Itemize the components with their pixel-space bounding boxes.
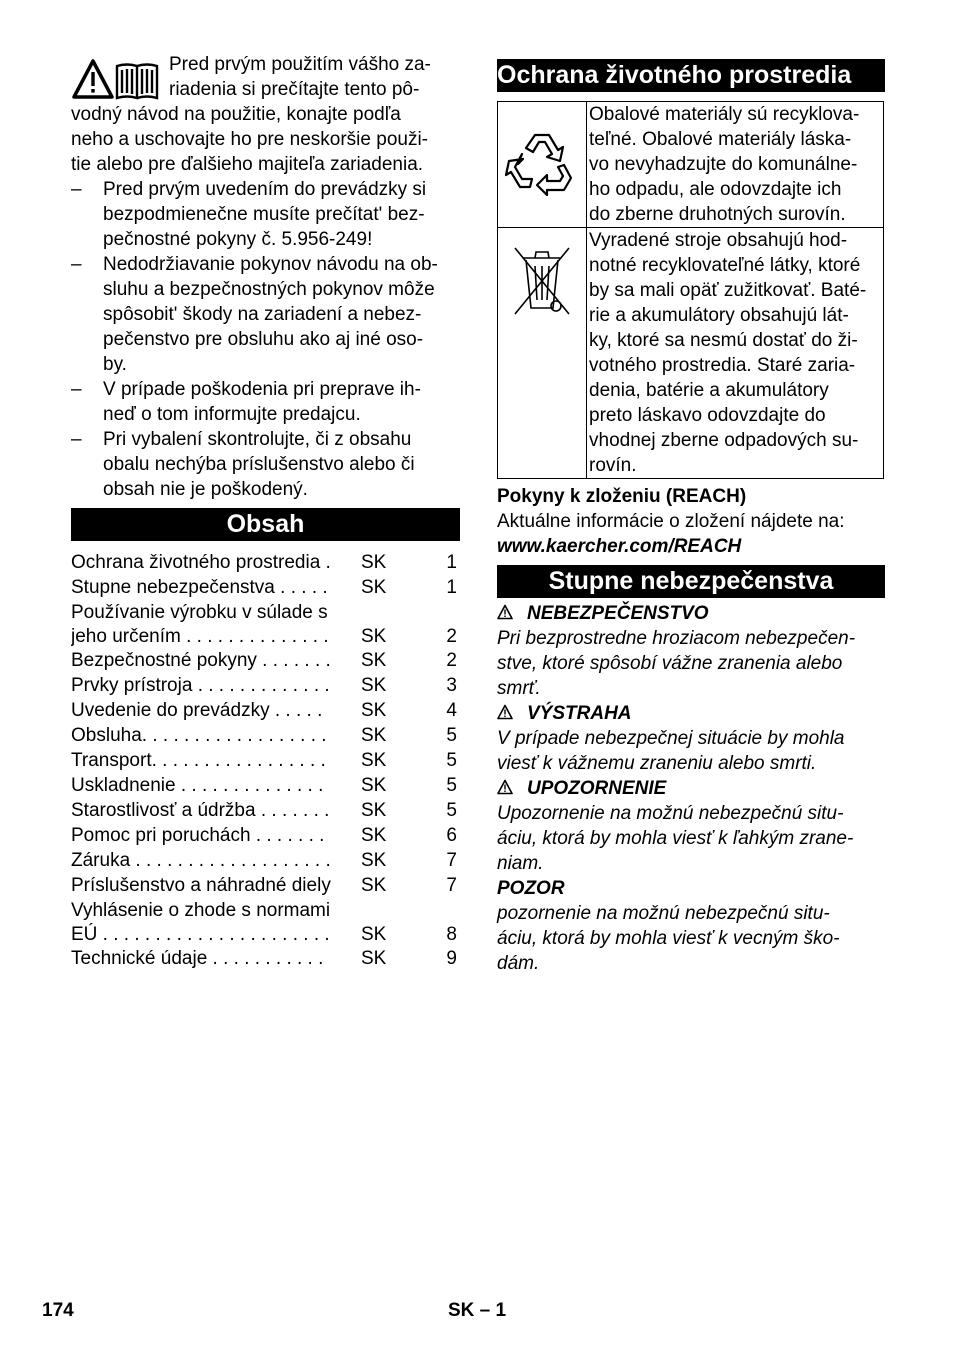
toc-page: 5 bbox=[446, 750, 457, 771]
toc-row[interactable] bbox=[71, 648, 461, 673]
toc-heading: Obsah bbox=[71, 508, 460, 541]
toc-label: Pomoc pri poruchách . . . . . . . bbox=[71, 825, 325, 846]
toc-page: 7 bbox=[446, 875, 457, 896]
intro-block bbox=[71, 52, 461, 177]
toc-lang: SK bbox=[361, 725, 387, 746]
toc-label: Prvky prístroja . . . . . . . . . . . . . bbox=[71, 675, 330, 696]
toc-page: 5 bbox=[446, 800, 457, 821]
bullet-item bbox=[71, 377, 461, 427]
env-line: preto láskavo odovzdajte do bbox=[589, 405, 826, 426]
env-line: vo nevyhadzujte do komunálne- bbox=[589, 154, 858, 175]
toc-label-line1: Vyhlásenie o zhode s normami bbox=[71, 900, 331, 921]
toc-lang: SK bbox=[361, 750, 387, 771]
toc-label: Stupne nebezpečenstva . . . . . bbox=[71, 577, 328, 598]
warning-icon bbox=[497, 779, 513, 795]
toc-page: 7 bbox=[446, 850, 457, 871]
toc-lang: SK bbox=[361, 850, 387, 871]
toc-row[interactable] bbox=[71, 946, 461, 971]
env-line: do zberne druhotných surovín. bbox=[589, 204, 846, 225]
toc-lang: SK bbox=[361, 577, 387, 598]
toc-row[interactable] bbox=[71, 798, 461, 823]
environment-text bbox=[587, 102, 884, 228]
environment-table bbox=[497, 101, 884, 479]
toc-label: Technické údaje . . . . . . . . . . . bbox=[71, 948, 324, 969]
hazard-line: pozornenie na možnú nebezpečnú situ- bbox=[497, 903, 830, 924]
bullet-line: Nedodržiavanie pokynov návodu na ob- bbox=[103, 254, 438, 275]
env-line: Vyradené stroje obsahujú hod- bbox=[589, 230, 848, 251]
environment-row bbox=[498, 228, 884, 479]
toc-label: Uskladnenie . . . . . . . . . . . . . . bbox=[71, 775, 324, 796]
toc-lang: SK bbox=[361, 800, 387, 821]
bullet-item bbox=[71, 427, 461, 502]
crossed-bin-icon bbox=[509, 242, 575, 318]
hazard-line: áciu, ktorá by mohla viesť k ľahkým zrane- bbox=[497, 828, 854, 849]
hazard-line: V prípade nebezpečnej situácie by mohla bbox=[497, 728, 845, 749]
toc-lang: SK bbox=[361, 626, 387, 647]
toc-lang: SK bbox=[361, 825, 387, 846]
toc-label: jeho určením . . . . . . . . . . . . . . bbox=[71, 626, 329, 647]
bullet-dash: – bbox=[71, 379, 82, 400]
toc-page: 1 bbox=[446, 552, 457, 573]
reach-link[interactable]: www.kaercher.com/REACH bbox=[497, 536, 742, 557]
reach-block bbox=[497, 484, 885, 559]
bullet-line: bezpodmienečne musíte prečítat' bez- bbox=[103, 204, 425, 225]
bullet-line: pečenstvo pre obsluhu ako aj iné oso- bbox=[103, 329, 424, 350]
intro-line: Pred prvým použitím vášho za- bbox=[169, 54, 431, 75]
toc-page: 5 bbox=[446, 775, 457, 796]
toc-row[interactable] bbox=[71, 898, 461, 946]
recycle-icon bbox=[502, 121, 582, 201]
bullet-line: obsah nie je poškodený. bbox=[103, 479, 308, 500]
hazard-level bbox=[497, 776, 885, 876]
env-line: ky, ktoré sa nesmú dostať do ži- bbox=[589, 330, 858, 351]
hazard-level bbox=[497, 701, 885, 776]
toc-label: Záruka . . . . . . . . . . . . . . . . . . . bbox=[71, 850, 331, 871]
bullet-item bbox=[71, 177, 461, 252]
toc-row[interactable] bbox=[71, 748, 461, 773]
bullet-line: by. bbox=[103, 354, 127, 375]
toc-page: 3 bbox=[446, 675, 457, 696]
toc-lang: SK bbox=[361, 948, 387, 969]
hazard-title: UPOZORNENIE bbox=[527, 778, 667, 799]
table-of-contents bbox=[71, 550, 461, 971]
toc-label: EÚ . . . . . . . . . . . . . . . . . . . . . . bbox=[71, 924, 330, 945]
hazard-level bbox=[497, 601, 885, 701]
hazard-line: niam. bbox=[497, 853, 544, 874]
env-line: by sa mali opäť zužitkovať. Baté- bbox=[589, 280, 867, 301]
toc-page: 2 bbox=[446, 650, 457, 671]
bullet-line: obalu nechýba príslušenstvo alebo či bbox=[103, 454, 415, 475]
toc-label: Ochrana životného prostredia . bbox=[71, 552, 331, 573]
env-line: teľné. Obalové materiály láska- bbox=[589, 129, 852, 150]
toc-row[interactable] bbox=[71, 848, 461, 873]
recycle-icon-cell bbox=[498, 102, 587, 228]
hazard-levels bbox=[497, 601, 885, 976]
toc-page: 4 bbox=[446, 700, 457, 721]
toc-row[interactable] bbox=[71, 723, 461, 748]
toc-row[interactable] bbox=[71, 823, 461, 848]
bullet-line: neď o tom informujte predajcu. bbox=[103, 404, 361, 425]
hazard-line: stve, ktoré spôsobí vážne zranenia alebo bbox=[497, 653, 843, 674]
toc-page: 2 bbox=[446, 626, 457, 647]
toc-row[interactable] bbox=[71, 575, 461, 600]
env-line: Obalové materiály sú recyklova- bbox=[589, 104, 860, 125]
toc-label: Transport. . . . . . . . . . . . . . . . . bbox=[71, 750, 326, 771]
toc-page: 9 bbox=[446, 948, 457, 969]
intro-icons bbox=[71, 58, 161, 102]
bullet-dash: – bbox=[71, 179, 82, 200]
toc-lang: SK bbox=[361, 675, 387, 696]
bullet-dash: – bbox=[71, 429, 82, 450]
hazard-heading: Stupne nebezpečenstva bbox=[497, 565, 885, 598]
toc-label: Uvedenie do prevádzky . . . . . bbox=[71, 700, 323, 721]
environment-heading: Ochrana životného prostredia bbox=[497, 59, 885, 92]
bullet-line: V prípade poškodenia pri preprave ih- bbox=[103, 379, 421, 400]
toc-label: Obsluha. . . . . . . . . . . . . . . . . . bbox=[71, 725, 327, 746]
env-line: votného prostredia. Staré zaria- bbox=[589, 355, 856, 376]
toc-label: Starostlivosť a údržba . . . . . . . bbox=[71, 800, 330, 821]
intro-line: riadenia si prečítajte tento pô- bbox=[169, 79, 420, 100]
env-line: vhodnej zberne odpadových su- bbox=[589, 430, 859, 451]
warning-manual-icon bbox=[71, 58, 161, 102]
toc-page: 8 bbox=[446, 924, 457, 945]
toc-row[interactable] bbox=[71, 550, 461, 575]
toc-lang: SK bbox=[361, 650, 387, 671]
toc-row[interactable] bbox=[71, 773, 461, 798]
intro-line: neho a uschovajte ho pre neskoršie použi- bbox=[71, 129, 429, 150]
bullet-item bbox=[71, 252, 461, 377]
hazard-line: áciu, ktorá by mohla viesť k vecným ško- bbox=[497, 928, 840, 949]
section-label: SK – 1 bbox=[448, 1300, 507, 1321]
hazard-level bbox=[497, 876, 885, 976]
page-number: 174 bbox=[42, 1300, 74, 1321]
env-line: denia, batérie a akumulátory bbox=[589, 380, 829, 401]
bullet-line: spôsobit' škody na zariadení a nebez- bbox=[103, 304, 422, 325]
toc-label-line1: Používanie výrobku v súlade s bbox=[71, 602, 328, 623]
reach-text: Aktuálne informácie o zložení nájdete na: bbox=[497, 511, 845, 532]
environment-text bbox=[587, 228, 884, 479]
toc-lang: SK bbox=[361, 924, 387, 945]
toc-lang: SK bbox=[361, 775, 387, 796]
hazard-line: smrť. bbox=[497, 678, 541, 699]
intro-line: tie alebo pre ďalšieho majiteľa zariadenia. bbox=[71, 154, 424, 175]
toc-lang: SK bbox=[361, 875, 387, 896]
env-line: rovín. bbox=[589, 455, 637, 476]
toc-lang: SK bbox=[361, 700, 387, 721]
intro-line: vodný návod na použitie, konajte podľa bbox=[71, 104, 401, 125]
reach-title: Pokyny k zloženiu (REACH) bbox=[497, 486, 747, 507]
toc-page: 1 bbox=[446, 577, 457, 598]
toc-label: Príslušenstvo a náhradné diely bbox=[71, 875, 331, 896]
hazard-title: POZOR bbox=[497, 878, 565, 899]
toc-label: Bezpečnostné pokyny . . . . . . . bbox=[71, 650, 331, 671]
env-line: rie a akumulátory obsahujú lát- bbox=[589, 305, 849, 326]
bullet-line: Pri vybalení skontrolujte, či z obsahu bbox=[103, 429, 412, 450]
bullet-dash: – bbox=[71, 254, 82, 275]
toc-page: 5 bbox=[446, 725, 457, 746]
hazard-title: NEBEZPEČENSTVO bbox=[527, 603, 709, 624]
hazard-title: VÝSTRAHA bbox=[527, 703, 632, 724]
hazard-line: dám. bbox=[497, 953, 540, 974]
warning-icon bbox=[497, 604, 513, 620]
hazard-line: Pri bezprostredne hroziacom nebezpečen- bbox=[497, 628, 856, 649]
environment-row bbox=[498, 102, 884, 228]
toc-lang: SK bbox=[361, 552, 387, 573]
warning-icon bbox=[497, 704, 513, 720]
crossed-bin-icon-cell bbox=[498, 228, 587, 479]
bullet-line: pečnostné pokyny č. 5.956-249! bbox=[103, 229, 373, 250]
toc-page: 6 bbox=[446, 825, 457, 846]
toc-row[interactable] bbox=[71, 698, 461, 723]
env-line: ho odpadu, ale odovzdajte ich bbox=[589, 179, 842, 200]
toc-row[interactable] bbox=[71, 873, 461, 898]
bullet-line: Pred prvým uvedením do prevádzky si bbox=[103, 179, 427, 200]
env-line: notné recyklovateľné látky, ktoré bbox=[589, 255, 861, 276]
hazard-line: Upozornenie na možnú nebezpečnú situ- bbox=[497, 803, 844, 824]
intro-bullet-list bbox=[71, 177, 461, 502]
toc-row[interactable] bbox=[71, 600, 461, 648]
hazard-line: viesť k vážnemu zraneniu alebo smrti. bbox=[497, 753, 817, 774]
bullet-line: sluhu a bezpečnostných pokynov môže bbox=[103, 279, 435, 300]
toc-row[interactable] bbox=[71, 673, 461, 698]
